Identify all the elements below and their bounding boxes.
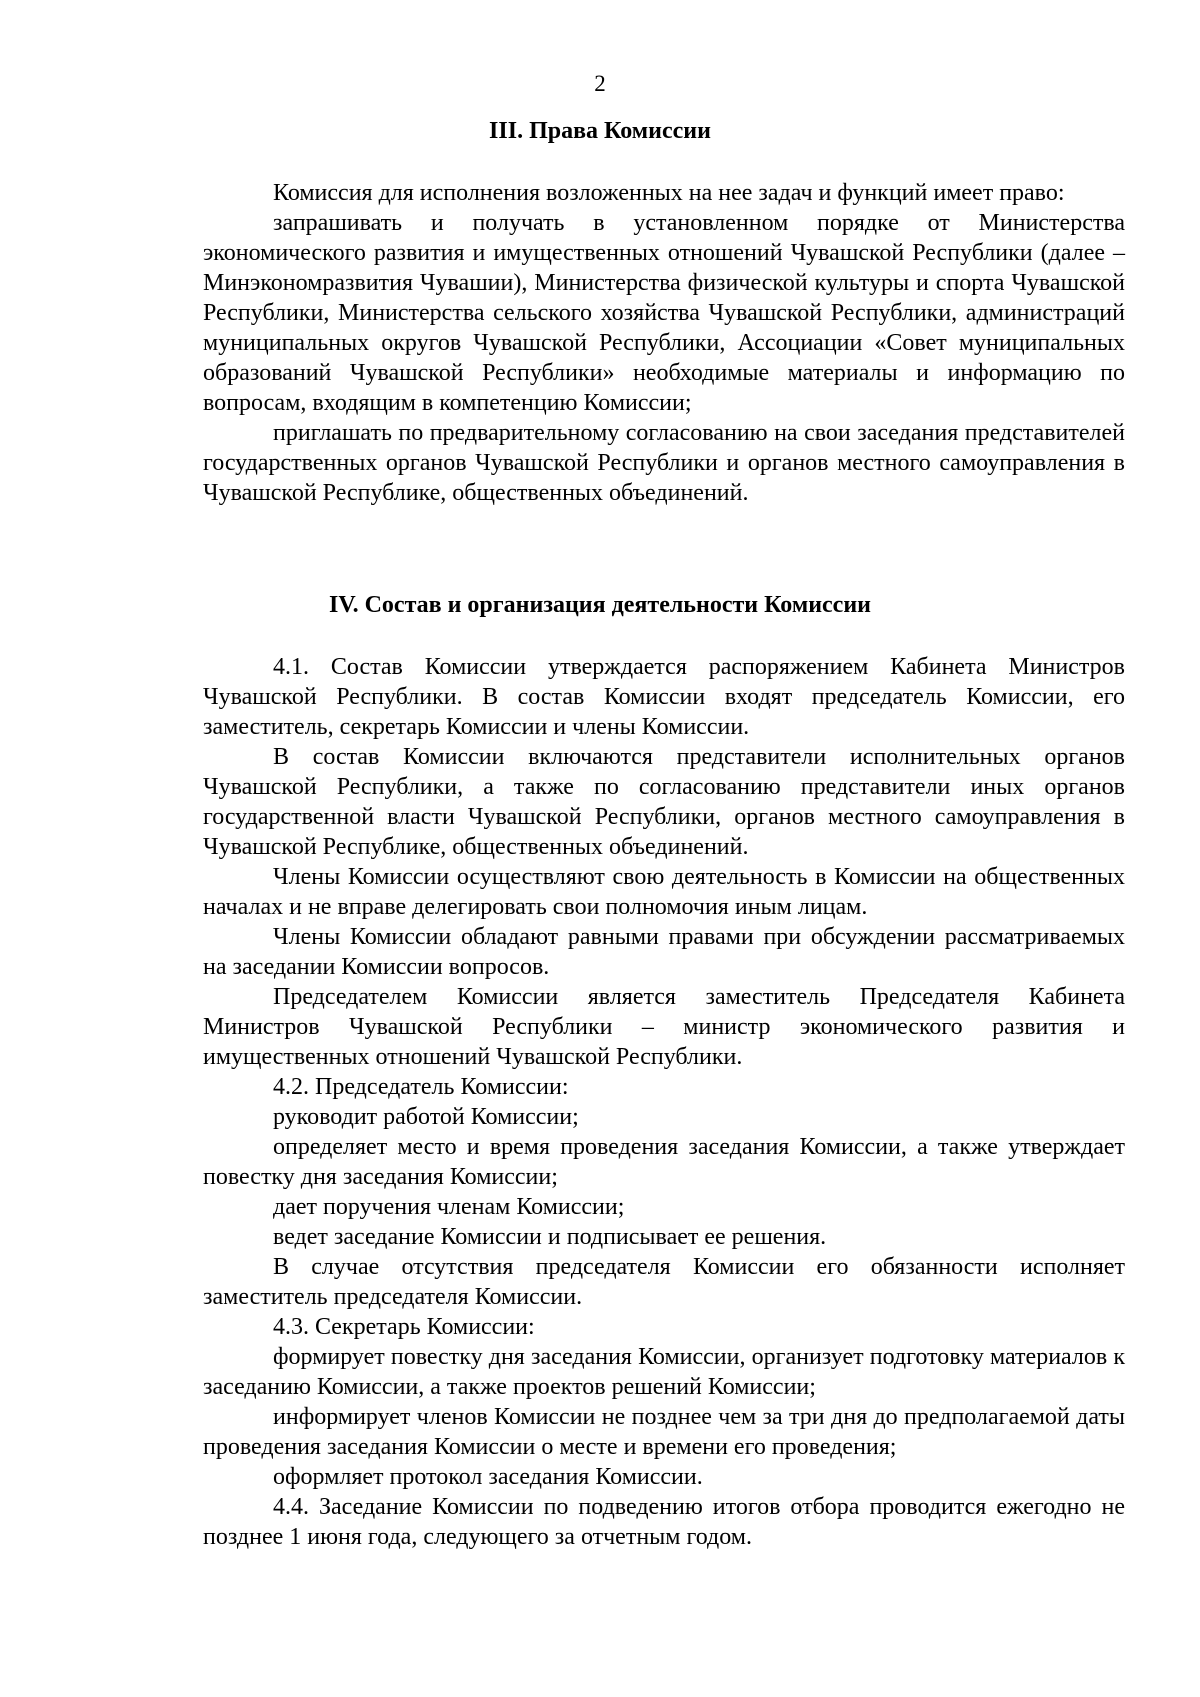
paragraph: формирует повестку дня заседания Комиссии, организует подготовку материалов к заседанию Комиссии, а также проектов решений Комиссии; xyxy=(203,1344,1125,1400)
paragraph: Председателем Комиссии является заместитель Председателя Кабинета Министров Чувашской Республики – министр экономического развития и имущественных отношений Чувашской Республики. xyxy=(203,984,1125,1070)
paragraph: оформляет протокол заседания Комиссии. xyxy=(273,1464,703,1490)
paragraph: ведет заседание Комиссии и подписывает ее решения. xyxy=(273,1224,827,1250)
paragraph: В случае отсутствия председателя Комиссии его обязанности исполняет заместитель председателя Комиссии. xyxy=(203,1254,1125,1310)
section-3-body xyxy=(203,178,1125,508)
section-4-heading: IV. Состав и организация деятельности Комиссии xyxy=(329,592,871,618)
paragraph: информирует членов Комиссии не позднее чем за три дня до предполагаемой даты проведения заседания Комиссии о месте и времени его проведения; xyxy=(203,1404,1125,1460)
paragraph: приглашать по предварительному согласованию на свои заседания представителей государственных органов Чувашской Республики и органов местного самоуправления в Чувашской Республике, общественных объединений. xyxy=(203,420,1125,506)
paragraph: Члены Комиссии осуществляют свою деятельность в Комиссии на общественных началах и не вправе делегировать свои полномочия иным лицам. xyxy=(203,864,1125,920)
paragraph: В состав Комиссии включаются представители исполнительных органов Чувашской Республики, а также по согласованию представители иных органов государственной власти Чувашской Республики, органов местного самоуправления в Чувашской Республике, общественных объединений. xyxy=(203,744,1125,860)
paragraph: 4.4. Заседание Комиссии по подведению итогов отбора проводится ежегодно не позднее 1 июня года, следующего за отчетным годом. xyxy=(203,1494,1125,1550)
paragraph: Комиссия для исполнения возложенных на нее задач и функций имеет право: xyxy=(273,180,1065,206)
paragraph: 4.1. Состав Комиссии утверждается распоряжением Кабинета Министров Чувашской Республики. В состав Комиссии входят председатель Комиссии, его заместитель, секретарь Комиссии и члены Комиссии. xyxy=(203,654,1125,740)
paragraph: Члены Комиссии обладают равными правами при обсуждении рассматриваемых на заседании Комиссии вопросов. xyxy=(203,924,1125,980)
paragraph: дает поручения членам Комиссии; xyxy=(273,1194,625,1220)
paragraph: руководит работой Комиссии; xyxy=(273,1104,579,1130)
paragraph: запрашивать и получать в установленном порядке от Министерства экономического развития и имущественных отношений Чувашской Республики (далее – Минэкономразвития Чувашии), Министерства физической культуры и спорта Чувашской Республики, Министерства сельского хозяйства Чувашской Республики, администраций муниципальных округов Чувашской Республики, Ассоциации «Совет муниципальных образований Чувашской Республики» необходимые материалы и информацию по вопросам, входящим в компетенцию Комиссии; xyxy=(203,210,1125,416)
page-number: 2 xyxy=(594,71,606,96)
section-4-body xyxy=(203,652,1125,1552)
paragraph: определяет место и время проведения заседания Комиссии, а также утверждает повестку дня заседания Комиссии; xyxy=(203,1134,1125,1190)
paragraph: 4.2. Председатель Комиссии: xyxy=(273,1074,569,1100)
section-3-heading: III. Права Комиссии xyxy=(489,118,711,144)
paragraph: 4.3. Секретарь Комиссии: xyxy=(273,1314,535,1340)
